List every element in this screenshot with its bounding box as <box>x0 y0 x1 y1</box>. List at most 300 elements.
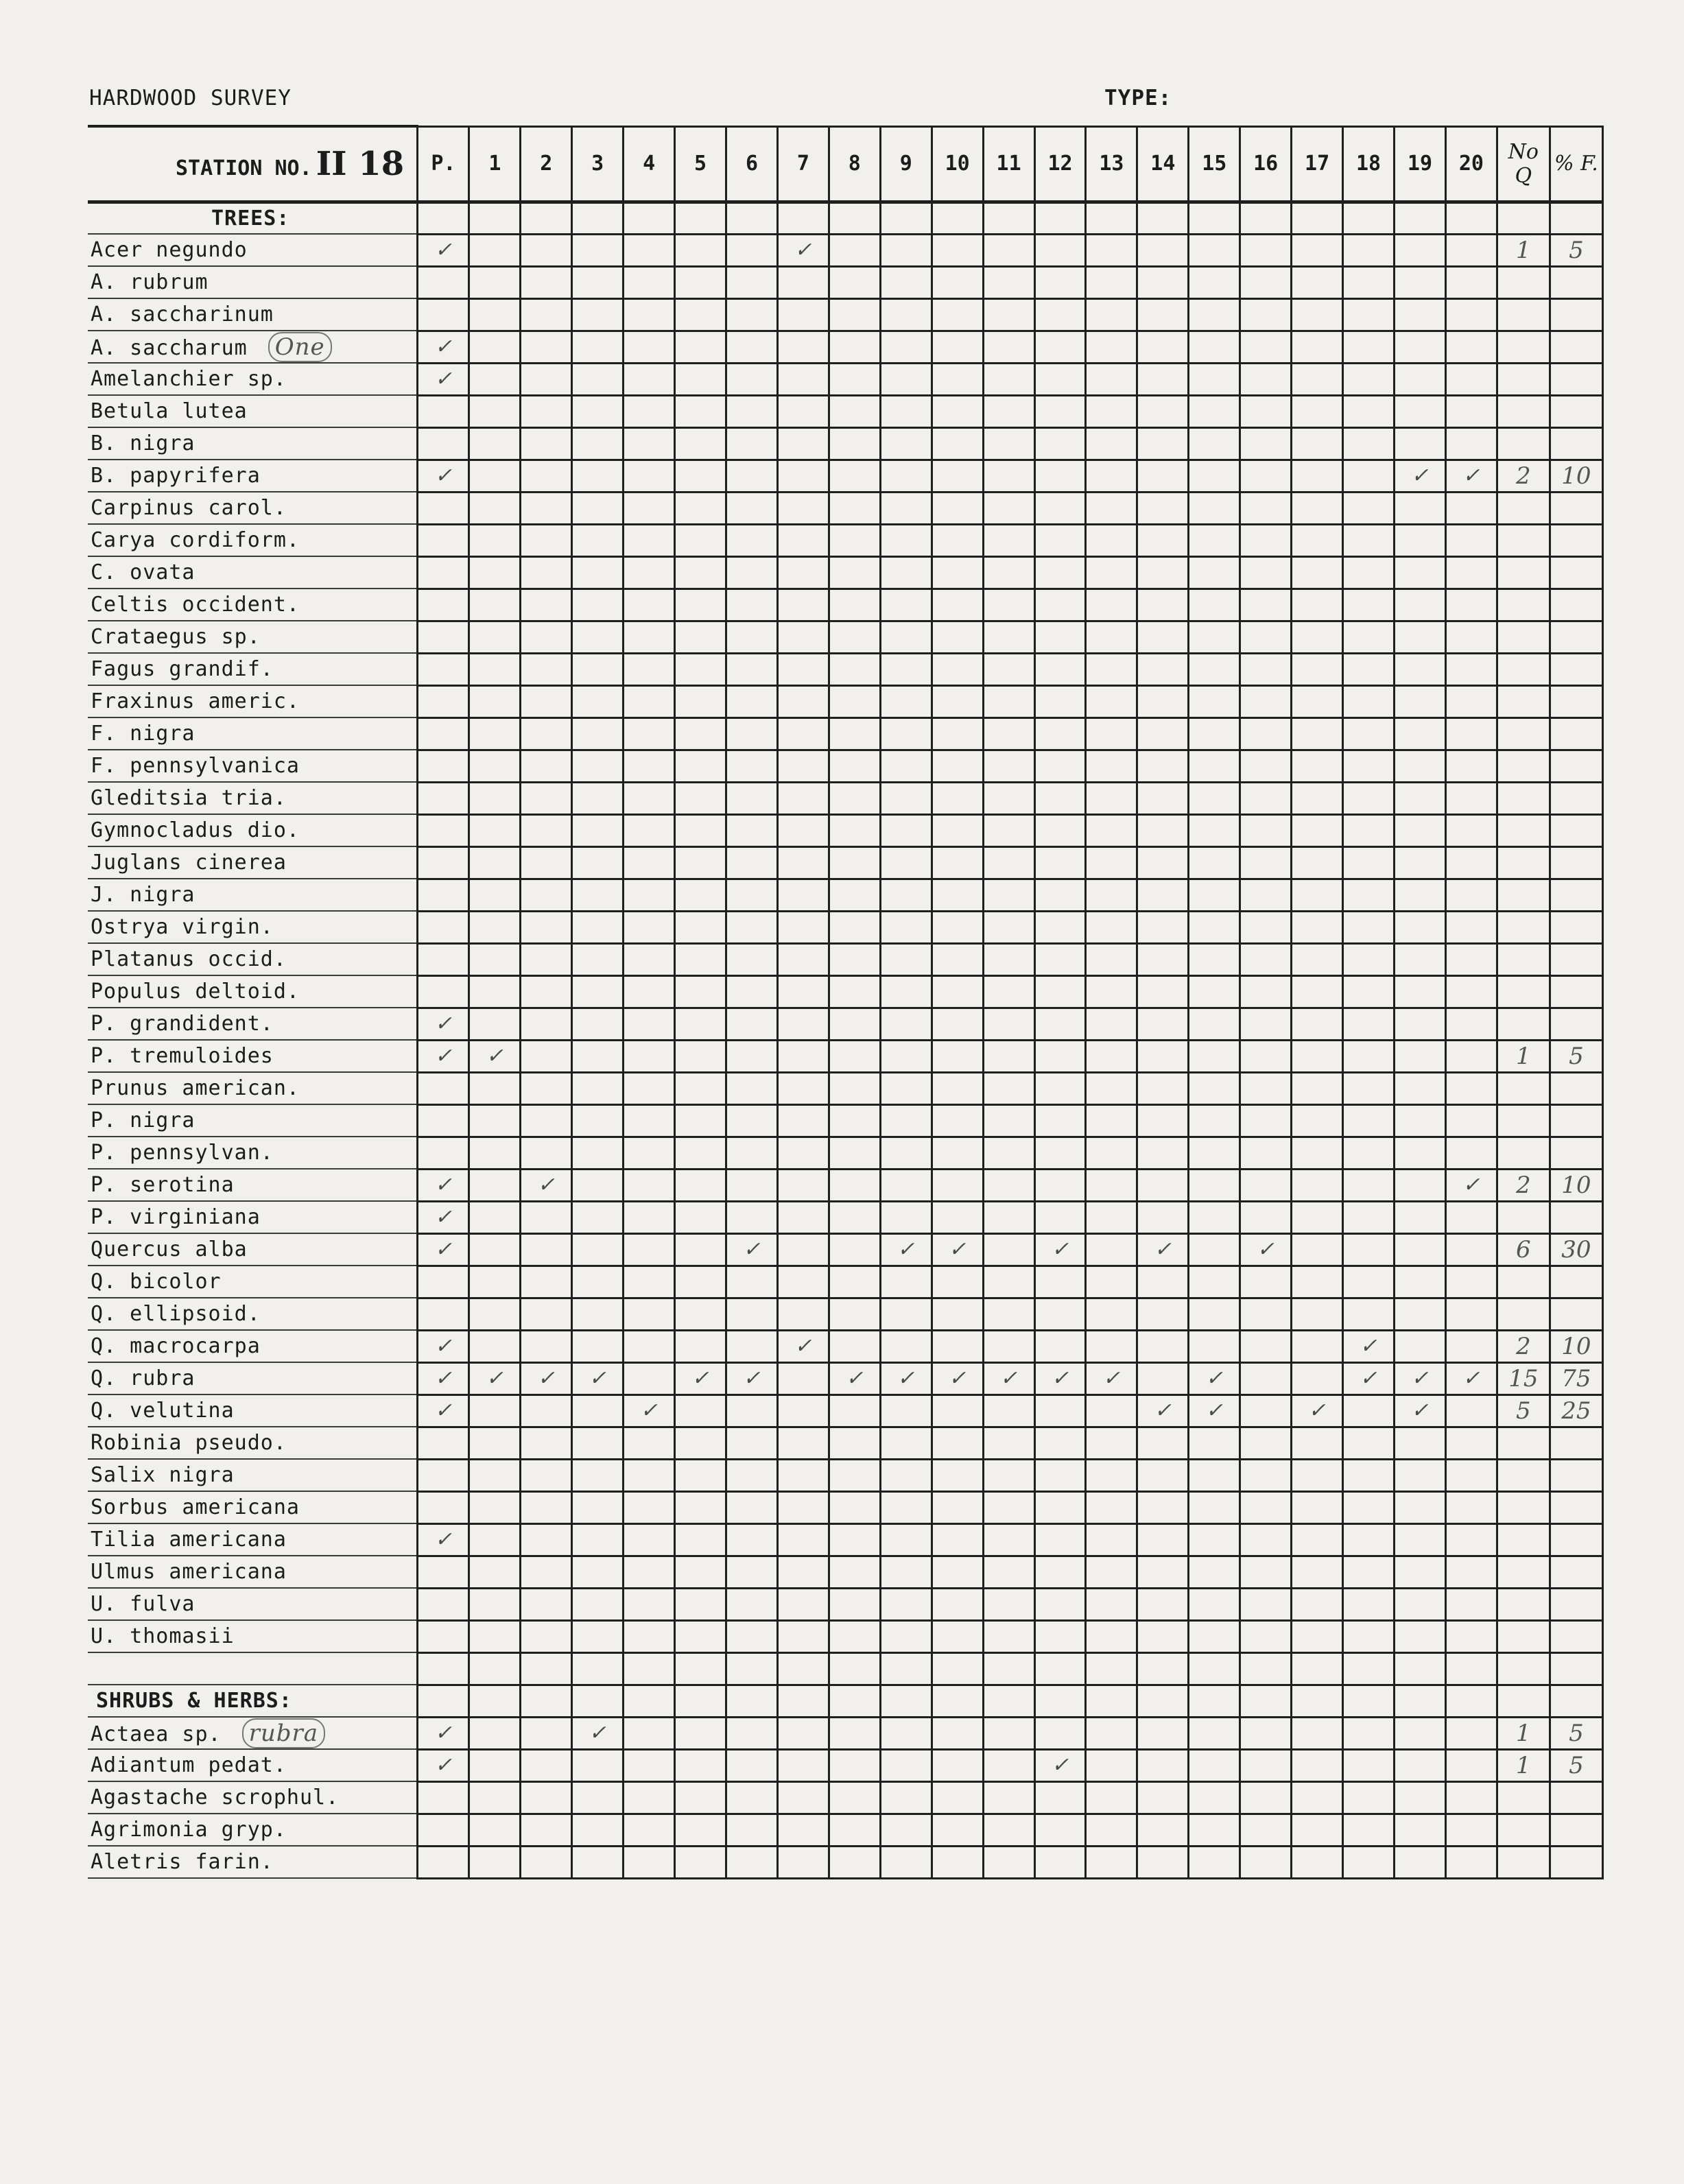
grid-cell <box>418 1556 469 1588</box>
species-name-cell <box>88 814 418 846</box>
grid-cell <box>1189 1266 1240 1298</box>
grid-cell <box>880 782 932 814</box>
grid-cell <box>829 556 880 589</box>
grid-cell <box>418 653 469 685</box>
grid-cell <box>418 750 469 782</box>
grid-cell <box>880 589 932 621</box>
species-name: F. nigra <box>91 722 195 746</box>
grid-cell <box>675 1814 726 1846</box>
grid-cell <box>1086 846 1137 879</box>
grid-cell <box>1395 685 1446 717</box>
grid-cell <box>469 234 521 266</box>
grid-cell <box>932 1104 983 1137</box>
grid-cell <box>1086 1137 1137 1169</box>
grid-cell <box>1292 685 1343 717</box>
check-mark: ✓ <box>777 234 829 266</box>
grid-cell <box>726 1556 778 1588</box>
grid-cell <box>983 975 1034 1008</box>
check-mark: ✓ <box>418 1523 469 1556</box>
grid-cell <box>1240 1491 1292 1523</box>
species-name-cell <box>88 1846 418 1878</box>
grid-cell <box>1240 1040 1292 1072</box>
grid-cell <box>675 1201 726 1233</box>
grid-cell <box>469 1620 521 1652</box>
grid-cell <box>469 782 521 814</box>
grid-cell <box>829 492 880 524</box>
grid-cell <box>983 1072 1034 1104</box>
grid-cell <box>675 975 726 1008</box>
grid-cell <box>829 1652 880 1685</box>
grid-cell <box>880 1846 932 1878</box>
grid-cell <box>1445 298 1497 331</box>
grid-cell <box>1445 524 1497 556</box>
grid-cell <box>521 1814 572 1846</box>
species-name-cell <box>88 1040 418 1072</box>
grid-cell <box>521 1072 572 1104</box>
grid-cell <box>932 1394 983 1427</box>
grid-cell <box>572 266 624 298</box>
grid-cell <box>932 846 983 879</box>
grid-cell <box>1292 879 1343 911</box>
grid-cell <box>1445 1523 1497 1556</box>
grid-cell <box>726 1394 778 1427</box>
no-q-value <box>1497 1298 1550 1330</box>
grid-cell <box>1240 750 1292 782</box>
grid-cell <box>1240 460 1292 492</box>
grid-cell <box>1240 1717 1292 1749</box>
column-header: 14 <box>1137 126 1189 202</box>
grid-cell <box>1395 1685 1446 1717</box>
species-name: Betula lutea <box>91 399 248 423</box>
grid-cell <box>1343 1298 1395 1330</box>
survey-body <box>88 202 1603 1878</box>
grid-cell <box>624 717 675 750</box>
grid-cell <box>1189 943 1240 975</box>
grid-cell <box>983 202 1034 234</box>
grid-cell <box>726 492 778 524</box>
grid-cell <box>1240 395 1292 427</box>
grid-cell <box>1343 621 1395 653</box>
grid-cell <box>418 1846 469 1878</box>
grid-cell <box>726 1298 778 1330</box>
grid-cell <box>983 879 1034 911</box>
grid-cell <box>1189 750 1240 782</box>
species-row <box>88 266 1603 298</box>
grid-cell <box>1034 621 1086 653</box>
pct-f-value <box>1550 266 1602 298</box>
grid-cell <box>572 1814 624 1846</box>
grid-cell <box>572 556 624 589</box>
grid-cell <box>777 1169 829 1201</box>
grid-cell <box>1137 1072 1189 1104</box>
column-header: 7 <box>777 126 829 202</box>
grid-cell <box>521 1137 572 1169</box>
species-name-cell <box>88 1072 418 1104</box>
grid-cell <box>1292 1588 1343 1620</box>
grid-cell <box>1445 1846 1497 1878</box>
grid-cell <box>1034 202 1086 234</box>
grid-cell <box>521 1556 572 1588</box>
grid-cell <box>726 943 778 975</box>
grid-cell <box>469 1491 521 1523</box>
grid-cell <box>983 1556 1034 1588</box>
pct-f-value: 5 <box>1550 1749 1602 1781</box>
grid-cell <box>572 814 624 846</box>
check-mark: ✓ <box>1292 1394 1343 1427</box>
grid-cell <box>726 1620 778 1652</box>
grid-cell <box>1034 1652 1086 1685</box>
grid-cell <box>726 879 778 911</box>
grid-cell <box>777 1523 829 1556</box>
grid-cell <box>1240 621 1292 653</box>
grid-cell <box>726 1491 778 1523</box>
grid-cell <box>1086 1201 1137 1233</box>
grid-cell <box>1445 1588 1497 1620</box>
no-q-value <box>1497 975 1550 1008</box>
grid-cell <box>675 1330 726 1362</box>
grid-cell <box>1240 492 1292 524</box>
grid-cell <box>726 814 778 846</box>
grid-cell <box>1395 1137 1446 1169</box>
species-row <box>88 879 1603 911</box>
grid-cell <box>418 1104 469 1137</box>
grid-cell <box>983 1298 1034 1330</box>
grid-cell <box>572 653 624 685</box>
check-mark: ✓ <box>1086 1362 1137 1394</box>
grid-cell <box>829 1556 880 1588</box>
grid-cell <box>1445 1266 1497 1298</box>
species-name-cell <box>88 1201 418 1233</box>
grid-cell <box>932 1137 983 1169</box>
grid-cell <box>675 492 726 524</box>
grid-cell <box>932 363 983 395</box>
grid-cell <box>572 1556 624 1588</box>
grid-cell <box>932 1459 983 1491</box>
grid-cell <box>1034 395 1086 427</box>
grid-cell <box>726 1652 778 1685</box>
grid-cell <box>880 846 932 879</box>
grid-cell <box>1034 1717 1086 1749</box>
grid-cell <box>932 1846 983 1878</box>
no-q-value <box>1497 1523 1550 1556</box>
species-name-cell <box>88 846 418 879</box>
grid-cell <box>1343 814 1395 846</box>
grid-cell <box>572 879 624 911</box>
grid-cell <box>1240 1169 1292 1201</box>
grid-cell <box>777 846 829 879</box>
grid-cell <box>1395 750 1446 782</box>
grid-cell <box>1137 266 1189 298</box>
grid-cell <box>1034 363 1086 395</box>
pct-f-value <box>1550 556 1602 589</box>
pct-f-value <box>1550 1427 1602 1459</box>
grid-cell <box>469 1266 521 1298</box>
grid-cell <box>418 1072 469 1104</box>
grid-cell <box>983 524 1034 556</box>
no-q-value <box>1497 1266 1550 1298</box>
grid-cell <box>932 1556 983 1588</box>
species-name-cell <box>88 1233 418 1266</box>
grid-cell <box>1445 1620 1497 1652</box>
grid-cell <box>1137 685 1189 717</box>
grid-cell <box>1445 1201 1497 1233</box>
grid-cell <box>880 1749 932 1781</box>
grid-cell <box>521 1588 572 1620</box>
grid-cell <box>983 621 1034 653</box>
grid-cell <box>1395 943 1446 975</box>
check-mark: ✓ <box>932 1233 983 1266</box>
grid-cell <box>932 1749 983 1781</box>
grid-cell <box>572 1266 624 1298</box>
grid-cell <box>932 1201 983 1233</box>
grid-cell <box>624 202 675 234</box>
grid-cell <box>983 1330 1034 1362</box>
grid-cell <box>777 1201 829 1233</box>
grid-cell <box>829 266 880 298</box>
grid-cell <box>1395 1266 1446 1298</box>
grid-cell <box>932 1652 983 1685</box>
grid-cell <box>469 556 521 589</box>
grid-cell <box>418 427 469 460</box>
pct-f-value: 25 <box>1550 1394 1602 1427</box>
grid-cell <box>829 1008 880 1040</box>
grid-cell <box>469 395 521 427</box>
grid-cell <box>777 782 829 814</box>
grid-cell <box>469 975 521 1008</box>
grid-cell <box>983 234 1034 266</box>
grid-cell <box>1189 1104 1240 1137</box>
grid-cell <box>777 492 829 524</box>
grid-cell <box>1137 395 1189 427</box>
grid-cell <box>1086 1427 1137 1459</box>
grid-cell <box>624 1169 675 1201</box>
grid-cell <box>983 1104 1034 1137</box>
grid-cell <box>726 331 778 363</box>
grid-cell <box>1189 1491 1240 1523</box>
grid-cell <box>418 814 469 846</box>
grid-cell <box>521 814 572 846</box>
grid-cell <box>624 750 675 782</box>
grid-cell <box>1343 266 1395 298</box>
grid-cell <box>1445 1652 1497 1685</box>
grid-cell <box>829 589 880 621</box>
grid-cell <box>1292 427 1343 460</box>
species-row <box>88 589 1603 621</box>
no-q-value <box>1497 1814 1550 1846</box>
grid-cell <box>624 266 675 298</box>
check-mark: ✓ <box>1240 1233 1292 1266</box>
grid-cell <box>675 814 726 846</box>
grid-cell <box>418 524 469 556</box>
grid-cell <box>1189 395 1240 427</box>
grid-cell <box>1137 331 1189 363</box>
check-mark: ✓ <box>418 1330 469 1362</box>
species-name-cell <box>88 1362 418 1394</box>
grid-cell <box>777 1459 829 1491</box>
grid-cell <box>1137 1717 1189 1749</box>
grid-cell <box>624 879 675 911</box>
grid-cell <box>932 234 983 266</box>
column-header: 12 <box>1034 126 1086 202</box>
grid-cell <box>983 1685 1034 1717</box>
grid-cell <box>418 911 469 943</box>
column-header: % F. <box>1550 126 1602 202</box>
grid-cell <box>624 331 675 363</box>
grid-cell <box>675 621 726 653</box>
species-row <box>88 492 1603 524</box>
grid-cell <box>1445 1427 1497 1459</box>
grid-cell <box>777 1072 829 1104</box>
grid-cell <box>983 589 1034 621</box>
grid-cell <box>624 1523 675 1556</box>
grid-cell <box>521 395 572 427</box>
grid-cell <box>469 1137 521 1169</box>
grid-cell <box>572 621 624 653</box>
grid-cell <box>624 492 675 524</box>
grid-cell <box>521 202 572 234</box>
grid-cell <box>418 589 469 621</box>
grid-cell <box>1240 1330 1292 1362</box>
species-row <box>88 1330 1603 1362</box>
grid-cell <box>1034 1072 1086 1104</box>
species-name: Crataegus sp. <box>91 625 261 649</box>
pct-f-value: 10 <box>1550 1330 1602 1362</box>
grid-cell <box>1137 589 1189 621</box>
no-q-value <box>1497 1072 1550 1104</box>
grid-cell <box>829 879 880 911</box>
grid-cell <box>777 1394 829 1427</box>
grid-cell <box>469 363 521 395</box>
species-name-cell <box>88 266 418 298</box>
grid-cell <box>1137 1491 1189 1523</box>
grid-cell <box>1189 1137 1240 1169</box>
grid-cell <box>1343 1652 1395 1685</box>
no-q-value <box>1497 1556 1550 1588</box>
grid-cell <box>1445 1781 1497 1814</box>
grid-cell <box>469 685 521 717</box>
grid-cell <box>469 1717 521 1749</box>
check-mark: ✓ <box>1137 1394 1189 1427</box>
grid-cell <box>829 653 880 685</box>
grid-cell <box>1137 1104 1189 1137</box>
grid-cell <box>726 556 778 589</box>
grid-cell <box>983 556 1034 589</box>
species-name-cell <box>88 782 418 814</box>
no-q-value <box>1497 1201 1550 1233</box>
grid-cell <box>624 524 675 556</box>
grid-cell <box>1445 1459 1497 1491</box>
grid-cell <box>624 1814 675 1846</box>
grid-cell <box>675 717 726 750</box>
section-header-row <box>88 1685 1603 1717</box>
grid-cell <box>1137 427 1189 460</box>
species-name-cell <box>88 1620 418 1652</box>
pct-f-value <box>1550 653 1602 685</box>
grid-cell <box>675 1008 726 1040</box>
grid-cell <box>1395 395 1446 427</box>
grid-cell <box>675 395 726 427</box>
grid-cell <box>675 1523 726 1556</box>
species-name: Agastache scrophul. <box>91 1785 340 1809</box>
grid-cell <box>1086 298 1137 331</box>
grid-cell <box>675 363 726 395</box>
grid-cell <box>829 943 880 975</box>
grid-cell <box>726 202 778 234</box>
pct-f-value <box>1550 911 1602 943</box>
grid-cell <box>1395 1846 1446 1878</box>
grid-cell <box>932 1072 983 1104</box>
grid-cell <box>521 266 572 298</box>
species-name: Quercus alba <box>91 1237 248 1261</box>
grid-cell <box>675 911 726 943</box>
grid-cell <box>777 1556 829 1588</box>
grid-cell <box>1240 943 1292 975</box>
grid-cell <box>521 460 572 492</box>
grid-cell <box>1137 1201 1189 1233</box>
grid-cell <box>932 556 983 589</box>
grid-cell <box>469 814 521 846</box>
pct-f-value <box>1550 879 1602 911</box>
species-row <box>88 1008 1603 1040</box>
grid-cell <box>1292 589 1343 621</box>
grid-cell <box>932 1814 983 1846</box>
grid-cell <box>1497 202 1550 234</box>
check-mark: ✓ <box>418 363 469 395</box>
grid-cell <box>983 1266 1034 1298</box>
grid-cell <box>777 460 829 492</box>
pct-f-value: 10 <box>1550 1169 1602 1201</box>
grid-cell <box>1086 234 1137 266</box>
grid-cell <box>469 460 521 492</box>
species-row <box>88 1233 1603 1266</box>
grid-cell <box>521 492 572 524</box>
pct-f-value: 10 <box>1550 460 1602 492</box>
pct-f-value <box>1550 1072 1602 1104</box>
grid-cell <box>1034 298 1086 331</box>
grid-cell <box>469 1846 521 1878</box>
grid-cell <box>469 1781 521 1814</box>
grid-cell <box>1086 1846 1137 1878</box>
grid-cell <box>1445 943 1497 975</box>
grid-cell <box>418 1298 469 1330</box>
grid-cell <box>418 556 469 589</box>
grid-cell <box>726 589 778 621</box>
grid-cell <box>1292 492 1343 524</box>
grid-cell <box>469 653 521 685</box>
species-name-cell <box>88 524 418 556</box>
species-row <box>88 1072 1603 1104</box>
column-header: 8 <box>829 126 880 202</box>
grid-cell <box>1137 202 1189 234</box>
grid-cell <box>1395 492 1446 524</box>
grid-cell <box>675 1588 726 1620</box>
species-name: Acer negundo <box>91 238 248 262</box>
station-number: II 18 <box>316 144 405 183</box>
pct-f-value <box>1550 621 1602 653</box>
grid-cell <box>1137 750 1189 782</box>
grid-cell <box>572 524 624 556</box>
check-mark: ✓ <box>418 234 469 266</box>
grid-cell <box>983 363 1034 395</box>
grid-cell <box>1086 911 1137 943</box>
grid-cell <box>624 1008 675 1040</box>
column-header: 15 <box>1189 126 1240 202</box>
grid-cell <box>726 1846 778 1878</box>
no-q-value <box>1497 589 1550 621</box>
grid-cell <box>521 1846 572 1878</box>
grid-cell <box>1137 234 1189 266</box>
grid-cell <box>1034 750 1086 782</box>
